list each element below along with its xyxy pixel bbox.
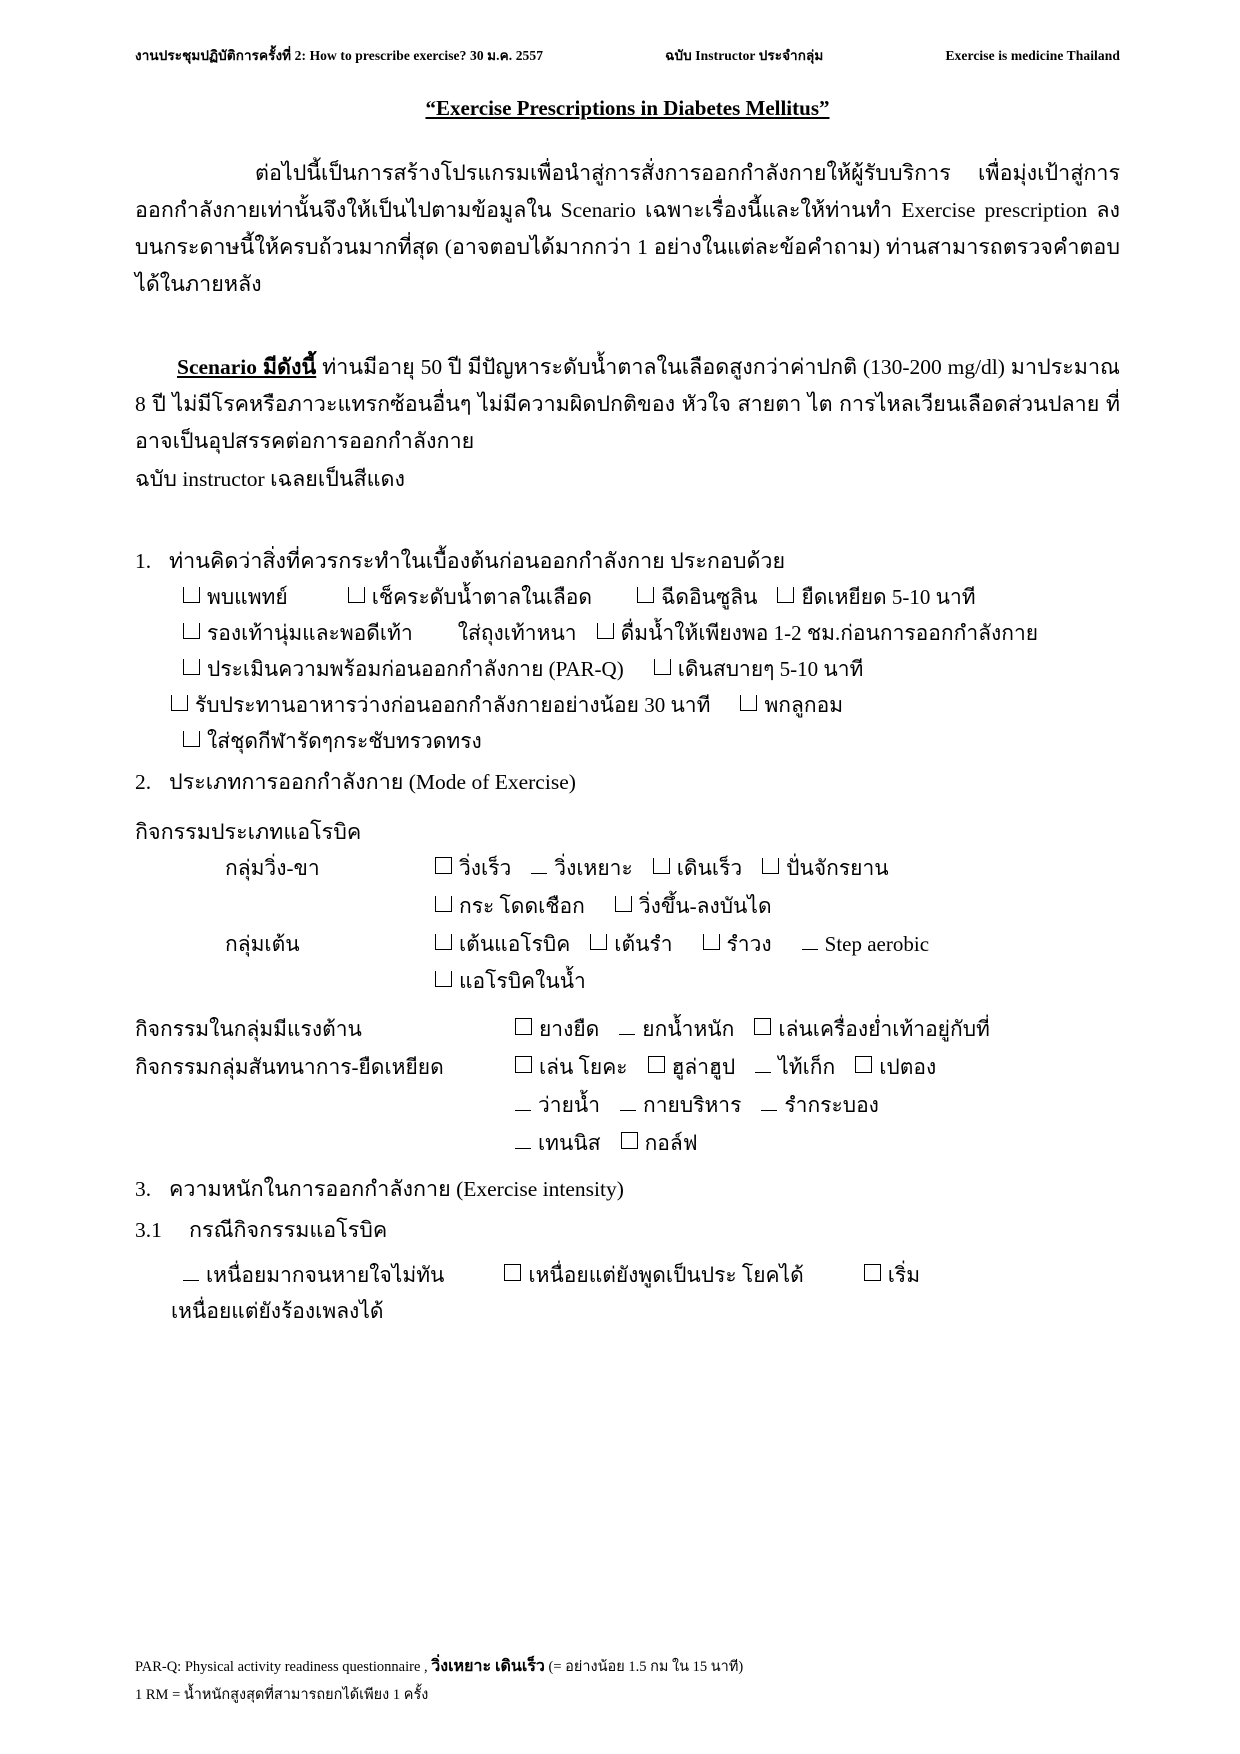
scenario-text: ท่านมีอายุ 50 ปี มีปัญหาระดับน้ำตาลในเลือดสูงกว่าค่าปกติ (130-200 mg/dl) มาประมาณ 8 ปี ไม่มีโรคหรือภาวะแทรกซ้อนอื่นๆ ไม่มีความผิดปกติของ หัวใจ สายตา ไต การไหลเวียนเลือดส่วนปลาย ที่อาจเป็นอุปสรรคต่อการออกกำลังกาย	[135, 354, 1120, 453]
question-3-text: ความหนักในการออกกำลังกาย (Exercise intensity)	[169, 1177, 624, 1202]
q2-option-jog-label: วิ่งเหยาะ	[554, 856, 633, 881]
q2-option-cycling[interactable]	[762, 850, 888, 888]
checkbox-icon[interactable]	[515, 1056, 532, 1073]
q2-leisure-row-1	[135, 1049, 1120, 1087]
q1-option-row-5	[135, 723, 1120, 759]
q2-option-calisthenics-label: กายบริหาร	[643, 1092, 742, 1117]
checkbox-icon[interactable]	[183, 587, 200, 603]
q2-option-golf-label: กอล์ฟ	[644, 1130, 698, 1155]
q1-option-insulin-label: ฉีดอินซูลิน	[661, 584, 758, 609]
q1-option-row-2	[135, 615, 1120, 651]
checkbox-icon[interactable]	[183, 659, 200, 675]
q1-option-tight-clothes[interactable]	[183, 723, 482, 759]
checkbox-icon[interactable]	[515, 1018, 532, 1035]
q1-option-socks[interactable]	[458, 615, 577, 651]
q2-option-taichi-label: ไท้เก็ก	[778, 1055, 836, 1080]
header-left-text: งานประชุมปฏิบัติการครั้งที่ 2: How to prescribe exercise? 30 ม.ค. 2557	[135, 48, 544, 63]
checkbox-icon[interactable]	[435, 857, 452, 874]
q2-option-hula-hoop[interactable]	[648, 1049, 736, 1087]
checkbox-icon[interactable]	[754, 1018, 771, 1035]
q2-option-jog[interactable]	[531, 850, 632, 888]
q2-option-aerobic-dance[interactable]	[435, 926, 570, 964]
q1-option-stretch-label: ยืดเหยียด 5-10 นาที	[801, 584, 976, 609]
question-3	[135, 1172, 1120, 1329]
q2-option-ramwong[interactable]	[703, 926, 772, 964]
q1-option-check-glucose[interactable]	[348, 579, 592, 615]
q2-leisure-row-2	[135, 1087, 1120, 1125]
checkbox-icon[interactable]	[755, 1062, 771, 1073]
q1-option-insulin[interactable]	[637, 579, 757, 615]
q3-option-row-1	[135, 1257, 1120, 1293]
q2-group-run-row-2	[135, 888, 1120, 926]
q2-option-dance[interactable]	[590, 926, 672, 964]
checkbox-icon[interactable]	[855, 1056, 872, 1073]
q1-option-doctor-label: พบแพทย์	[207, 584, 288, 609]
q2-option-golf[interactable]	[621, 1125, 698, 1163]
q1-option-walk-label: เดินสบายๆ 5-10 นาที	[677, 656, 864, 681]
q2-option-hula-hoop-label: ฮูล่าฮูป	[671, 1055, 736, 1080]
q2-option-calisthenics[interactable]	[620, 1087, 741, 1125]
checkbox-icon[interactable]	[637, 587, 654, 603]
q1-option-row-4	[135, 687, 1120, 723]
checkbox-icon[interactable]	[171, 695, 188, 711]
question-2	[135, 765, 1120, 1162]
header-right-text: Exercise is medicine Thailand	[945, 48, 1120, 63]
q2-option-jump-rope[interactable]	[435, 888, 585, 926]
q3-option-can-speak[interactable]	[504, 1257, 803, 1293]
q2-group-run-label: กลุ่มวิ่ง-ขา	[225, 856, 320, 881]
q2-aerobic-heading: กิจกรรมประเภทแอโรบิค	[135, 819, 362, 844]
q1-option-parq[interactable]	[183, 651, 624, 687]
q2-option-aqua-aerobic-label: แอโรบิคในน้ำ	[459, 969, 586, 994]
q1-option-shoes-label: รองเท้านุ่มและพอดีเท้า	[207, 620, 413, 645]
q1-option-row-3	[135, 651, 1120, 687]
q2-group-run-row-1	[135, 850, 1120, 888]
q2-option-aerobic-dance-label: เต้นแอโรบิค	[459, 931, 571, 956]
q1-option-candy[interactable]	[740, 687, 843, 723]
q2-leisure-row-3	[135, 1125, 1120, 1163]
q1-option-doctor[interactable]	[183, 579, 288, 615]
q2-option-stepper-label: เล่นเครื่องย่ำเท้าอยู่กับที่	[778, 1017, 990, 1042]
footer-parq-definition: PAR-Q: Physical activity readiness questionnaire	[135, 1659, 421, 1676]
q1-option-candy-label: พกลูกอม	[764, 692, 844, 717]
q2-option-stairs-label: วิ่งขึ้น-ลงบันได	[638, 893, 772, 918]
footer-line-2: 1 RM = น้ำหนักสูงสุดที่สามารถยกได้เพียง 1 ครั้ง	[135, 1687, 429, 1704]
footer-line-1	[135, 1652, 1120, 1682]
checkbox-icon[interactable]	[619, 1024, 635, 1035]
checkbox-icon[interactable]	[515, 1100, 531, 1111]
q2-option-step-aerobic-label: Step aerobic	[824, 931, 930, 956]
checkbox-icon[interactable]	[761, 1100, 777, 1111]
q2-option-ram-krabong[interactable]	[761, 1087, 879, 1125]
q1-option-socks-label: ใส่ถุงเท้าหนา	[457, 620, 577, 645]
q3-option-can-sing[interactable]	[864, 1257, 920, 1293]
q3-option-very-hard[interactable]	[183, 1257, 444, 1293]
checkbox-icon[interactable]	[740, 695, 757, 711]
q2-option-tennis[interactable]	[515, 1125, 601, 1163]
checkbox-icon[interactable]	[435, 896, 452, 912]
scenario-lead-label: Scenario มีดังนี้	[177, 354, 317, 379]
footer-jog-walk-label: วิ่งเหยาะ เดินเร็ว	[431, 1658, 545, 1676]
checkbox-icon[interactable]	[648, 1056, 665, 1073]
checkbox-icon[interactable]	[654, 659, 671, 675]
q1-option-snack[interactable]	[171, 687, 710, 723]
q1-option-parq-label: ประเมินความพร้อมก่อนออกกำลังกาย (PAR-Q)	[207, 656, 624, 681]
instructor-note: ฉบับ instructor เฉลยเป็นสีแดง	[135, 466, 405, 491]
q2-resistance-label: กิจกรรมในกลุ่มมีแรงต้าน	[135, 1017, 362, 1042]
page-header	[135, 44, 1120, 66]
q2-option-aqua-aerobic[interactable]	[435, 963, 586, 1001]
q1-option-water[interactable]	[597, 615, 1038, 651]
checkbox-icon[interactable]	[504, 1264, 521, 1281]
question-1	[135, 544, 1120, 759]
page-footer	[135, 1652, 1120, 1710]
header-middle-text: ฉบับ Instructor ประจำกลุ่ม	[665, 48, 824, 63]
q2-resistance-row	[135, 1011, 1120, 1049]
q3-option-row-1-continuation	[135, 1293, 1120, 1329]
q2-option-petanque[interactable]	[855, 1049, 936, 1087]
q2-group-dance-row-1	[135, 926, 1120, 964]
checkbox-icon[interactable]	[615, 896, 632, 912]
checkbox-icon[interactable]	[653, 858, 670, 874]
q2-option-yoga[interactable]	[515, 1049, 628, 1087]
q2-option-tennis-label: เทนนิส	[538, 1130, 601, 1155]
question-2-text: ประเภทการออกกำลังกาย (Mode of Exercise)	[169, 770, 576, 795]
checkbox-icon[interactable]	[183, 1270, 199, 1281]
q2-option-stairs[interactable]	[615, 888, 772, 926]
q2-option-yoga-label: เล่น โยคะ	[539, 1055, 628, 1080]
q1-option-walk[interactable]	[654, 651, 864, 687]
q2-option-taichi[interactable]	[755, 1049, 835, 1087]
q2-option-ramwong-label: รำวง	[726, 931, 772, 956]
q2-option-step-aerobic[interactable]	[802, 926, 929, 964]
checkbox-icon[interactable]	[435, 934, 452, 950]
checkbox-icon[interactable]	[183, 623, 200, 639]
checkbox-icon[interactable]	[777, 587, 794, 603]
q1-option-water-label: ดื่มน้ำให้เพียงพอ 1-2 ชม.ก่อนการออกกำลังกาย	[620, 620, 1039, 645]
footer-jog-walk-note: (= อย่างน้อย 1.5 กม ใน 15 นาที)	[548, 1659, 744, 1676]
q1-option-tight-clothes-label: ใส่ชุดกีฬารัดๆกระชับทรวดทรง	[207, 729, 482, 753]
checkbox-icon[interactable]	[515, 1138, 531, 1149]
checkbox-icon[interactable]	[802, 939, 818, 950]
checkbox-icon[interactable]	[620, 1100, 636, 1111]
checkbox-icon[interactable]	[621, 1132, 638, 1149]
q2-group-dance-label: กลุ่มเต้น	[225, 931, 300, 956]
q2-option-weight-lifting-label: ยกน้ำหนัก	[642, 1017, 735, 1042]
q3-option-can-sing-continuation: เหนื่อยแต่ยังร้องเพลงได้	[171, 1299, 384, 1324]
q2-group-dance-row-2	[135, 963, 1120, 1001]
question-3-1-text: กรณีกิจกรรมแอโรบิค	[189, 1217, 388, 1242]
q2-option-brisk-walk[interactable]	[653, 850, 742, 888]
checkbox-icon[interactable]	[703, 934, 720, 950]
q2-option-cycling-label: ปั่นจักรยาน	[786, 856, 889, 881]
q2-option-jump-rope-label: กระ โดดเชือก	[459, 893, 585, 918]
q2-option-weight-lifting[interactable]	[619, 1011, 734, 1049]
intro-paragraph: ต่อไปนี้เป็นการสร้างโปรแกรมเพื่อนำสู่การสั่งการออกกำลังกายให้ผู้รับบริการ เพื่อมุ่งเป้าสู่การออกกำลังกายเท่านั้นจึงให้เป็นไปตามข้อมูลใน Scenario เฉพาะเรื่องนี้และให้ท่านทำ Exercise prescription ลงบนกระดาษนี้ให้ครบถ้วนมากที่สุด (อาจตอบได้มากกว่า 1 อย่างในแต่ละข้อคำถาม) ท่านสามารถตรวจคำตอบได้ในภายหลัง	[135, 161, 1120, 296]
q3-option-can-sing-label: เริ่ม	[887, 1263, 921, 1288]
q1-option-snack-label: รับประทานอาหารว่างก่อนออกกำลังกายอย่างน้อย 30 นาที	[195, 692, 711, 717]
q2-option-swimming-label: ว่ายน้ำ	[538, 1092, 601, 1117]
q2-option-elastic-band[interactable]	[515, 1011, 599, 1049]
questions-list	[135, 544, 1120, 1329]
checkbox-icon[interactable]	[597, 623, 614, 639]
q1-option-stretch[interactable]	[777, 579, 975, 615]
checkbox-icon[interactable]	[864, 1264, 881, 1281]
scenario-block	[135, 349, 1120, 460]
checkbox-icon[interactable]	[348, 587, 365, 603]
q1-option-check-glucose-label: เช็คระดับน้ำตาลในเลือด	[371, 584, 593, 609]
checkbox-icon[interactable]	[590, 934, 607, 950]
question-2-number: 2.	[135, 770, 152, 795]
question-3-1-number: 3.1	[135, 1217, 162, 1242]
question-1-number: 1.	[135, 549, 152, 574]
q2-option-stepper[interactable]	[754, 1011, 990, 1049]
q3-option-can-speak-label: เหนื่อยแต่ยังพูดเป็นประ โยคได้	[528, 1263, 804, 1288]
q2-option-petanque-label: เปตอง	[879, 1055, 937, 1080]
q2-option-dance-label: เต้นรำ	[614, 931, 673, 956]
document-title: “Exercise Prescriptions in Diabetes Mellitus”	[425, 96, 830, 120]
q2-option-sprint-label: วิ่งเร็ว	[459, 856, 512, 881]
checkbox-icon[interactable]	[183, 731, 200, 747]
q2-option-ram-krabong-label: รำกระบอง	[784, 1092, 879, 1117]
checkbox-icon[interactable]	[435, 971, 452, 987]
checkbox-icon[interactable]	[762, 858, 779, 874]
q2-option-swimming[interactable]	[515, 1087, 600, 1125]
question-3-number: 3.	[135, 1177, 152, 1202]
q2-option-elastic-band-label: ยางยืด	[539, 1017, 600, 1042]
q2-option-brisk-walk-label: เดินเร็ว	[676, 856, 743, 881]
q1-option-shoes[interactable]	[183, 615, 413, 651]
q3-option-very-hard-label: เหนื่อยมากจนหายใจไม่ทัน	[206, 1263, 445, 1288]
question-1-text: ท่านคิดว่าสิ่งที่ควรกระทำในเบื้องต้นก่อนออกกำลังกาย ประกอบด้วย	[169, 549, 786, 574]
q2-leisure-label: กิจกรรมกลุ่มสันทนาการ-ยืดเหยียด	[135, 1055, 444, 1080]
checkbox-icon[interactable]	[531, 863, 547, 874]
footer-comma: ,	[424, 1659, 428, 1676]
q1-option-row-1	[135, 579, 1120, 615]
q2-option-sprint[interactable]	[435, 850, 511, 888]
